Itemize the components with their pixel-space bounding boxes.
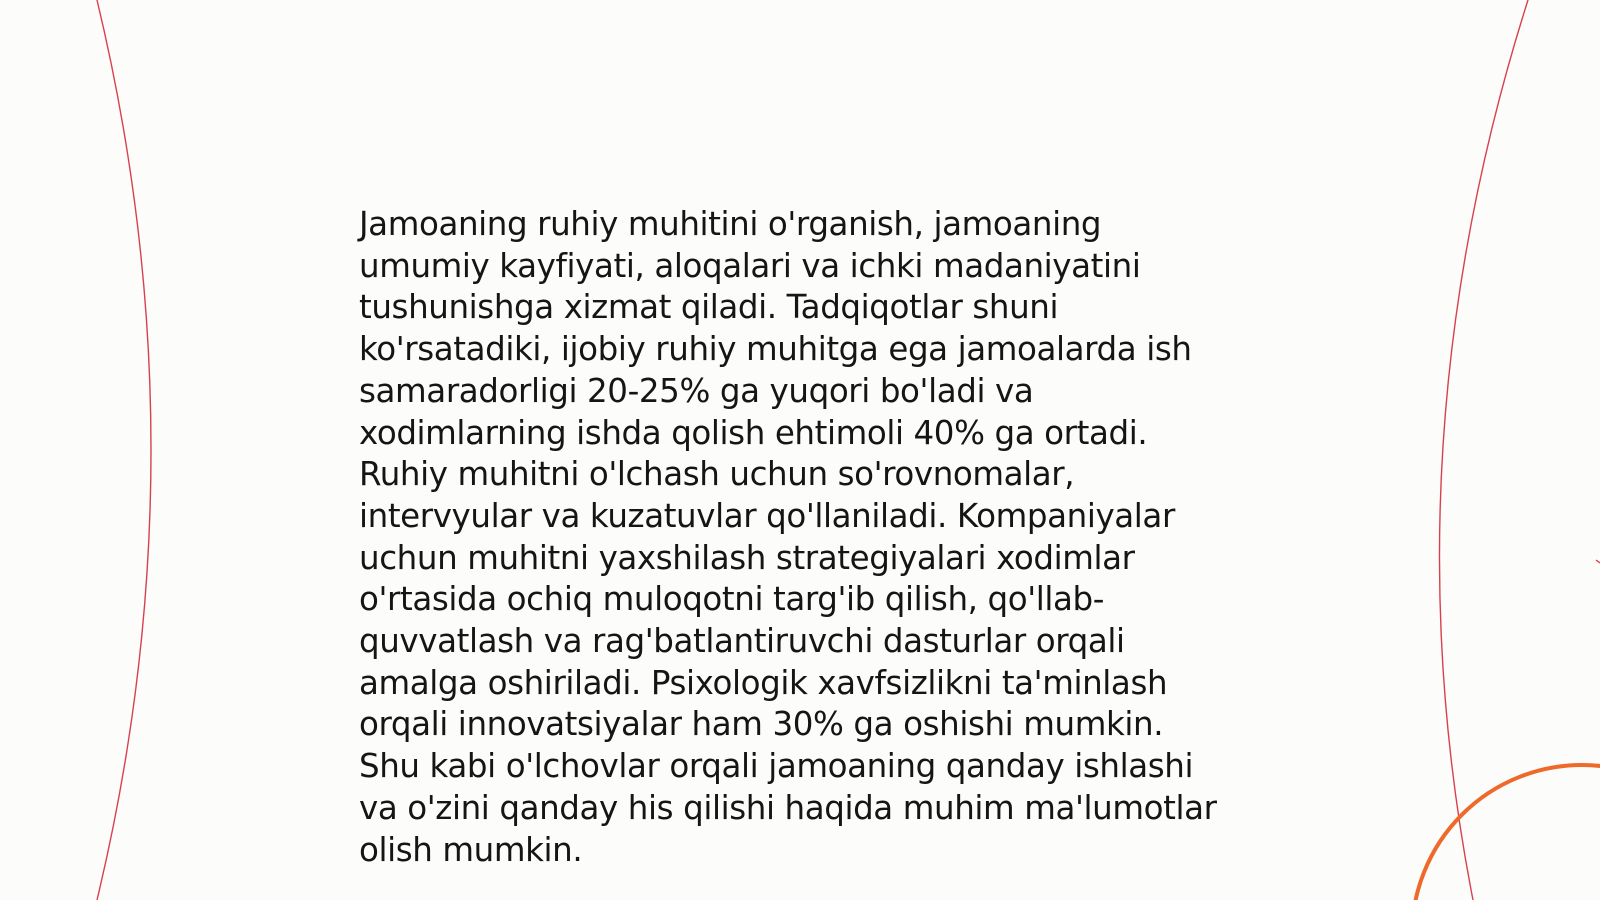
paragraph-line: umumiy kayfiyati, aloqalari va ichki madaniyatini [359, 246, 1141, 285]
paragraph-line: ko'rsatadiki, ijobiy ruhiy muhitga ega jamoalarda ish [359, 330, 1192, 369]
paragraph-line: Ruhiy muhitni o'lchash uchun so'rovnomalar, [359, 455, 1075, 494]
paragraph-line: va o'zini qanday his qilishi haqida muhim ma'lumotlar [359, 788, 1217, 827]
paragraph-line: o'rtasida ochiq muloqotni targ'ib qilish, qo'llab- [359, 580, 1105, 619]
paragraph-line: amalga oshiriladi. Psixologik xavfsizlikni ta'minlash [359, 663, 1168, 702]
paragraph-line: Shu kabi o'lchovlar orqali jamoaning qanday ishlashi [359, 747, 1194, 786]
body-paragraph [359, 204, 1249, 871]
paragraph-line: uchun muhitni yaxshilash strategiyalari xodimlar [359, 538, 1135, 577]
paragraph-line: quvvatlash va rag'batlantiruvchi dasturlar orqali [359, 622, 1125, 661]
orange-circle-outline [1412, 765, 1600, 900]
paragraph-line: olish mumkin. [359, 830, 583, 869]
paragraph-line: Jamoaning ruhiy muhitini o'rganish, jamoaning [359, 205, 1102, 243]
paragraph-line: tushunishga xizmat qiladi. Tadqiqotlar shuni [359, 288, 1059, 327]
paragraph-line: orqali innovatsiyalar ham 30% ga oshishi mumkin. [359, 705, 1164, 744]
right-edge-mark [1596, 560, 1600, 563]
left-arc-line [97, 0, 151, 900]
right-arc-line [1439, 0, 1528, 900]
paragraph-line: samaradorligi 20-25% ga yuqori bo'ladi va [359, 371, 1034, 410]
paragraph-line: xodimlarning ishda qolish ehtimoli 40% ga ortadi. [359, 413, 1148, 452]
paragraph-line: intervyular va kuzatuvlar qo'llaniladi. Kompaniyalar [359, 496, 1175, 535]
